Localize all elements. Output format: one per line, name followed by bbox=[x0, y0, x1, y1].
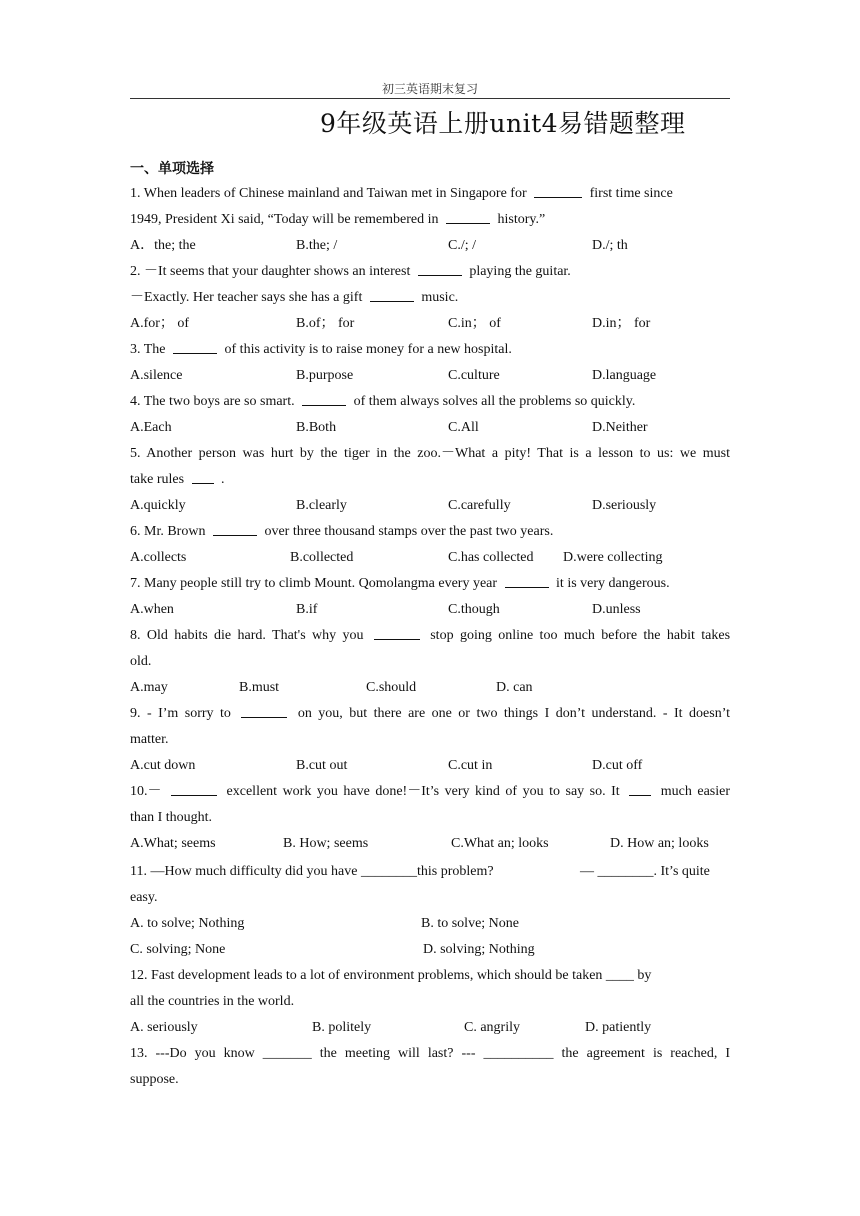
answer-blank bbox=[171, 781, 217, 796]
question-11-options-row-1 bbox=[130, 911, 730, 937]
question-text: 1. When leaders of Chinese mainland and Taiwan met in Singapore for bbox=[130, 186, 527, 201]
header-divider bbox=[130, 98, 730, 99]
page-header: 初三英语期末复习 bbox=[381, 82, 478, 96]
option-a: A.cut down bbox=[130, 758, 196, 773]
question-13-line-1 bbox=[130, 1041, 730, 1067]
option-b: B.Both bbox=[296, 420, 337, 435]
question-text: than I thought. bbox=[130, 810, 213, 825]
question-list bbox=[130, 181, 730, 1093]
question-text: first time since bbox=[589, 186, 673, 201]
question-3-line-1 bbox=[130, 337, 730, 363]
answer-blank bbox=[192, 469, 214, 484]
option-a: A.for； of bbox=[130, 316, 190, 331]
question-text: suppose. bbox=[130, 1072, 179, 1087]
question-9-line-1 bbox=[130, 701, 730, 727]
question-text: easy. bbox=[130, 890, 158, 905]
question-12-options bbox=[130, 1015, 730, 1041]
option-c: C.carefully bbox=[448, 498, 511, 513]
option-d: D./; th bbox=[592, 238, 628, 253]
answer-blank bbox=[418, 261, 462, 276]
answer-blank bbox=[629, 781, 651, 796]
question-9-line-2 bbox=[130, 727, 730, 753]
question-12-line-2 bbox=[130, 989, 730, 1015]
question-text: 5. Another person was hurt by the tiger in the zoo.－What a pity! That is a lesson to us: we must bbox=[130, 446, 730, 461]
question-text: of this activity is to raise money for a new hospital. bbox=[224, 342, 512, 357]
option-a: A.may bbox=[130, 680, 168, 695]
question-8-line-1 bbox=[130, 623, 730, 649]
option-d: D.were collecting bbox=[563, 550, 663, 565]
question-8-options bbox=[130, 675, 730, 701]
question-2-line-1 bbox=[130, 259, 730, 285]
question-text: — ________. It’s quite bbox=[580, 864, 710, 879]
question-text: over three thousand stamps over the past two years. bbox=[264, 524, 554, 539]
option-b: B.cut out bbox=[296, 758, 348, 773]
answer-blank bbox=[446, 209, 490, 224]
question-text: playing the guitar. bbox=[469, 264, 571, 279]
question-text: . bbox=[221, 472, 225, 487]
question-text: history.” bbox=[497, 212, 546, 227]
question-text: take rules bbox=[130, 472, 185, 487]
option-c: C.All bbox=[448, 420, 479, 435]
option-b: B.the; / bbox=[296, 238, 338, 253]
question-10-line-2 bbox=[130, 805, 730, 831]
question-1-line-1 bbox=[130, 181, 730, 207]
option-b: B.collected bbox=[290, 550, 354, 565]
question-text: stop going online too much before the habit takes bbox=[430, 628, 731, 643]
option-a: A.when bbox=[130, 602, 174, 617]
question-text: 10.－ bbox=[130, 784, 162, 799]
option-c: C.What an; looks bbox=[451, 836, 549, 851]
question-5-line-2 bbox=[130, 467, 730, 493]
question-text: on you, but there are one or two things I don’t understand. - It doesn’t bbox=[297, 706, 730, 721]
question-text: 4. The two boys are so smart. bbox=[130, 394, 295, 409]
option-b: B. to solve; None bbox=[421, 916, 519, 931]
option-a: A. seriously bbox=[130, 1020, 198, 1035]
option-b: B.if bbox=[296, 602, 318, 617]
option-c: C. angrily bbox=[464, 1020, 520, 1035]
question-text: 2. －It seems that your daughter shows an interest bbox=[130, 264, 411, 279]
option-d: D. How an; looks bbox=[610, 836, 709, 851]
question-1-line-2 bbox=[130, 207, 730, 233]
option-c: C./; / bbox=[448, 238, 477, 253]
option-d: D.seriously bbox=[592, 498, 657, 513]
option-b: B.purpose bbox=[296, 368, 354, 383]
answer-blank bbox=[302, 391, 346, 406]
option-d: D.unless bbox=[592, 602, 641, 617]
question-13-line-2 bbox=[130, 1067, 730, 1093]
option-d: D.language bbox=[592, 368, 657, 383]
question-text: of them always solves all the problems so quickly. bbox=[353, 394, 636, 409]
answer-blank bbox=[370, 287, 414, 302]
question-text: 1949, President Xi said, “Today will be remembered in bbox=[130, 212, 439, 227]
question-8-line-2 bbox=[130, 649, 730, 675]
option-c: C.though bbox=[448, 602, 500, 617]
option-c: C.should bbox=[366, 680, 417, 695]
question-6-options bbox=[130, 545, 730, 571]
question-text: 3. The bbox=[130, 342, 166, 357]
option-b: B. How; seems bbox=[283, 836, 369, 851]
question-text: 11. —How much difficulty did you have ________this problem? bbox=[130, 864, 494, 879]
question-text: music. bbox=[421, 290, 459, 305]
question-12-line-1 bbox=[130, 963, 730, 989]
question-3-options bbox=[130, 363, 730, 389]
option-a: A.quickly bbox=[130, 498, 186, 513]
option-a: A.Each bbox=[130, 420, 172, 435]
answer-blank bbox=[173, 339, 217, 354]
question-text: 9. - I’m sorry to bbox=[130, 706, 231, 721]
answer-blank bbox=[505, 573, 549, 588]
option-a: A.What; seems bbox=[130, 836, 216, 851]
option-b: B.clearly bbox=[296, 498, 347, 513]
question-text: 7. Many people still try to climb Mount. Qomolangma every year bbox=[130, 576, 498, 591]
option-b: B.of； for bbox=[296, 316, 355, 331]
section-heading: 一、单项选择 bbox=[130, 161, 214, 177]
question-text: much easier bbox=[660, 784, 730, 799]
question-7-options bbox=[130, 597, 730, 623]
question-text: matter. bbox=[130, 732, 169, 747]
question-11-line-2 bbox=[130, 885, 730, 911]
answer-blank bbox=[534, 183, 582, 198]
question-text: old. bbox=[130, 654, 152, 669]
option-a: A.collects bbox=[130, 550, 187, 565]
option-c: C.cut in bbox=[448, 758, 493, 773]
option-d: D. patiently bbox=[585, 1020, 652, 1035]
question-6-line-1 bbox=[130, 519, 730, 545]
question-7-line-1 bbox=[130, 571, 730, 597]
question-2-options bbox=[130, 311, 730, 337]
option-d: D.Neither bbox=[592, 420, 648, 435]
question-text: 8. Old habits die hard. That's why you bbox=[130, 628, 364, 643]
option-a: A.silence bbox=[130, 368, 183, 383]
question-4-line-1 bbox=[130, 389, 730, 415]
option-b: B. politely bbox=[312, 1020, 372, 1035]
question-text: 13. ---Do you know _______ the meeting will last? --- __________ the agreement is reached, I bbox=[130, 1046, 730, 1061]
option-d: D.in； for bbox=[592, 316, 651, 331]
question-11-options-row-2 bbox=[130, 937, 730, 963]
question-text: 6. Mr. Brown bbox=[130, 524, 206, 539]
question-text: 12. Fast development leads to a lot of environment problems, which should be taken ____ by bbox=[130, 968, 652, 983]
question-9-options bbox=[130, 753, 730, 779]
option-d: D. solving; Nothing bbox=[423, 942, 535, 957]
question-2-line-2 bbox=[130, 285, 730, 311]
option-d: D. can bbox=[496, 680, 533, 695]
question-10-line-1 bbox=[130, 779, 730, 805]
question-text: it is very dangerous. bbox=[556, 576, 670, 591]
option-c: C.culture bbox=[448, 368, 500, 383]
page-title: 9年级英语上册unit4易错题整理 bbox=[320, 109, 686, 138]
answer-blank bbox=[213, 521, 257, 536]
option-d: D.cut off bbox=[592, 758, 643, 773]
answer-blank bbox=[374, 625, 420, 640]
question-text: all the countries in the world. bbox=[130, 994, 295, 1009]
question-10-options bbox=[130, 831, 730, 857]
question-text: excellent work you have done!－It’s very kind of you to say so. It bbox=[226, 784, 620, 799]
option-c: C.has collected bbox=[448, 550, 534, 565]
question-5-line-1 bbox=[130, 441, 730, 467]
question-text: －Exactly. Her teacher says she has a gift bbox=[130, 290, 363, 305]
option-a: A．the; the bbox=[130, 238, 196, 253]
question-5-options bbox=[130, 493, 730, 519]
option-c: C.in； of bbox=[448, 316, 501, 331]
option-b: B.must bbox=[239, 680, 280, 695]
option-c: C. solving; None bbox=[130, 942, 226, 957]
question-4-options bbox=[130, 415, 730, 441]
question-11-line-1 bbox=[130, 857, 730, 885]
option-a: A. to solve; Nothing bbox=[130, 916, 245, 931]
question-1-options bbox=[130, 233, 730, 259]
answer-blank bbox=[241, 703, 287, 718]
